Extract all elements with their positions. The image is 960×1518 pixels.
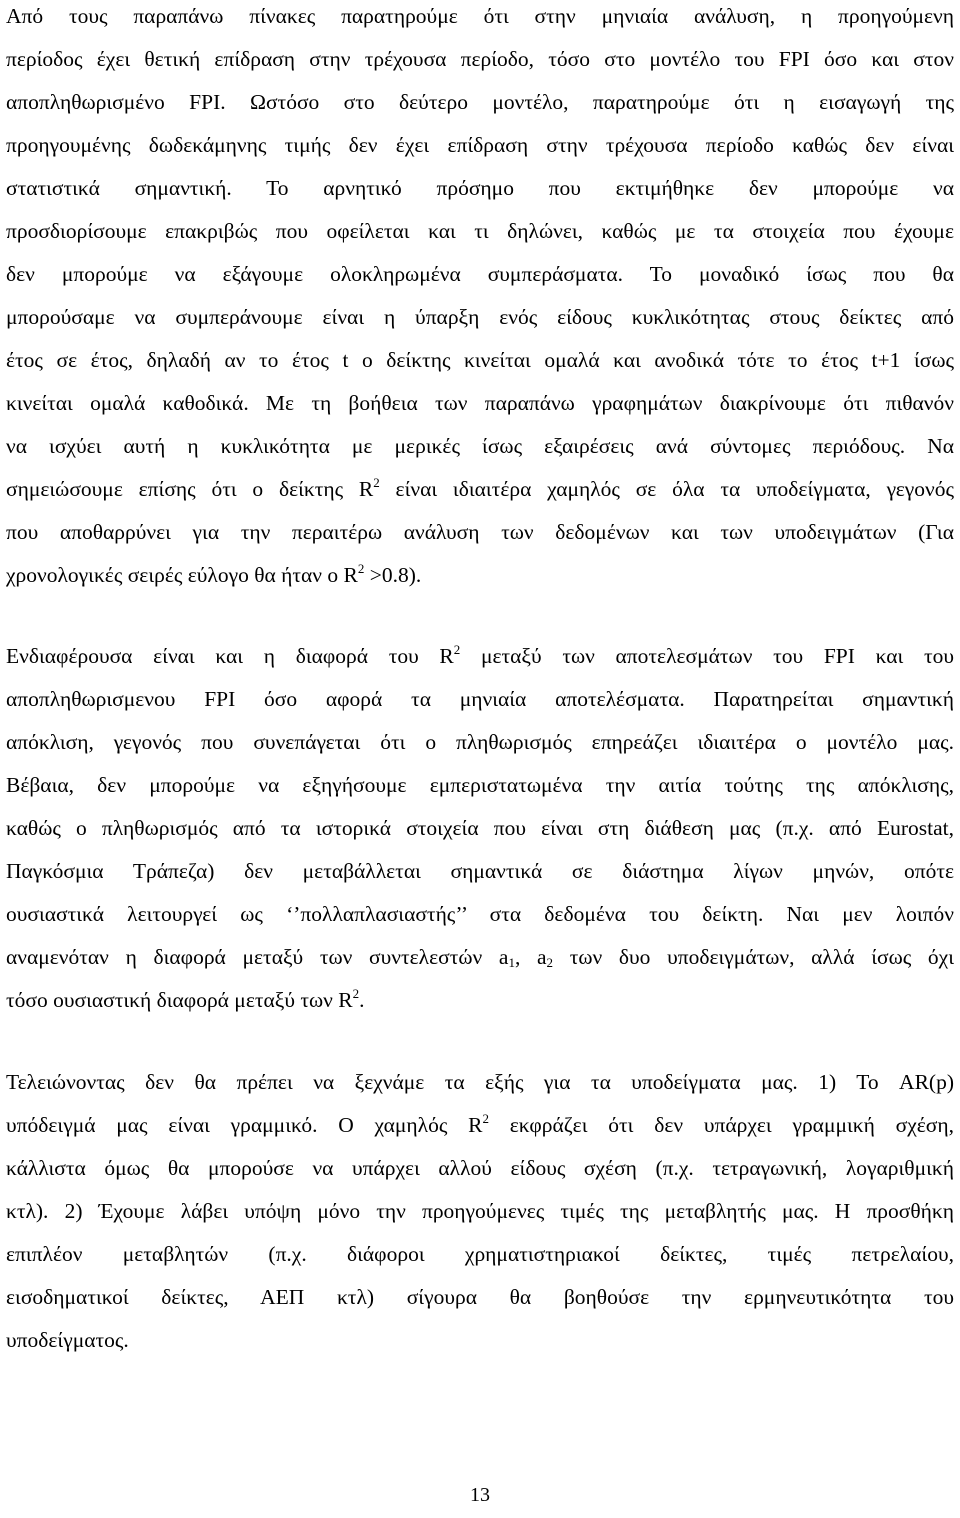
subscript: 1 [508,955,515,970]
text-segment: εκφράζει ότι δεν υπάρχει γραμμική σχέση, [488,1113,954,1137]
text-line: υποδείγματος. [6,1328,129,1352]
text-line [6,640,954,683]
text-segment: . [359,988,365,1012]
text-line: απόκλιση, γεγονός που συνεπάγεται ότι ο πληθωρισμός επηρεάζει ιδιαιτέρα ο μοντέλο μας. [6,730,954,754]
text-line: κάλλιστα όμως θα μπορούσε να υπάρχει αλλού είδους σχέση (π.χ. τετραγωνική, λογαριθμική [6,1156,954,1180]
subscript: 2 [546,955,554,970]
superscript: 2 [357,561,365,576]
text-line [6,473,954,516]
text-line: επιπλέον μεταβλητών (π.χ. διάφοροι χρηματιστηριακοί δείκτες, τιμές πετρελαίου, [6,1242,954,1266]
text-line: δεν μπορούμε να εξάγουμε ολοκληρωμένα συμπεράσματα. Το μοναδικό ίσως που θα [6,262,954,286]
text-line: περίοδος έχει θετική επίδραση στην τρέχουσα περίοδο, τόσο στο μοντέλο του FPI όσο και στον [6,47,954,71]
superscript: 2 [482,1111,489,1126]
text-line [6,559,954,602]
text-line: μπορούσαμε να συμπεράνουμε είναι η ύπαρξη ενός είδους κυκλικότητας στους δείκτες από [6,305,954,329]
text-line: Βέβαια, δεν μπορούμε να εξηγήσουμε εμπεριστατωμένα την αιτία τούτης της απόκλισης, [6,773,954,797]
text-segment: τόσο ουσιαστική διαφορά μεταξύ των R [6,988,353,1012]
text-line: Τελειώνοντας δεν θα πρέπει να ξεχνάμε τα εξής για τα υποδείγματα μας. 1) Το AR(p) [6,1070,954,1094]
paragraph-2 [6,640,954,1027]
text-line: εισοδηματικοί δείκτες, ΑΕΠ κτλ) σίγουρα θα βοηθούσε την ερμηνευτικότητα του [6,1285,954,1309]
text-line: Από τους παραπάνω πίνακες παρατηρούμε ότι στην μηνιαία ανάλυση, η προηγούμενη [6,4,954,28]
text-line: στατιστικά σημαντική. Το αρνητικό πρόσημο που εκτιμήθηκε δεν μπορούμε να [6,176,954,200]
text-segment: σημειώσουμε επίσης ότι ο δείκτης R [6,477,374,501]
page-number: 13 [470,1484,490,1506]
text-line: προσδιορίσουμε επακριβώς που οφείλεται και τι δηλώνει, καθώς με τα στοιχεία που έχουμε [6,219,954,243]
text-segment: μεταξύ των αποτελεσμάτων του FPI και του [460,644,954,668]
text-line: ουσιαστικά λειτουργεί ως ‘’πολλαπλασιαστής’’ στα δεδομένα του δείκτη. Ναι μεν λοιπόν [6,902,954,926]
text-line: που αποθαρρύνει για την περαιτέρω ανάλυση των δεδομένων και των υποδειγμάτων (Για [6,520,954,544]
text-line: έτος σε έτος, δηλαδή αν το έτος t ο δείκτης κινείται ομαλά και ανοδικά τότε το έτος t+1 ίσως [6,348,954,372]
text-line: καθώς ο πληθωρισμός από τα ιστορικά στοιχεία που είναι στη διάθεση μας (π.χ. από Eurostat, [6,816,954,840]
superscript: 2 [373,475,380,490]
text-segment: χρονολογικές σειρές εύλογο θα ήταν ο R [6,563,358,587]
text-line: να ισχύει αυτή η κυκλικότητα με μερικές ίσως εξαιρέσεις ανά σύντομες περιόδους. Να [6,434,954,458]
superscript: 2 [352,986,360,1001]
superscript: 2 [453,642,461,657]
text-line [6,984,954,1027]
text-segment: των δυο υποδειγμάτων, αλλά ίσως όχι [553,945,954,969]
text-line: αποπληθωρισμενου FPI όσο αφορά τα μηνιαία αποτελέσματα. Παρατηρείται σημαντική [6,687,954,711]
text-line: κινείται ομαλά καθοδικά. Με τη βοήθεια των παραπάνω γραφημάτων διακρίνουμε ότι πιθανόν [6,391,954,415]
paragraph-3 [6,1066,954,1367]
text-segment: , a [514,945,547,969]
text-segment: Ενδιαφέρουσα είναι και η διαφορά του R [6,644,454,668]
text-line: κτλ). 2) Έχουμε λάβει υπόψη μόνο την προηγούμενες τιμές της μεταβλητής μας. Η προσθήκη [6,1199,954,1223]
text-line: Παγκόσμια Τράπεζα) δεν μεταβάλλεται σημαντικά σε διάστημα λίγων μηνών, οπότε [6,859,954,883]
text-line: αποπληθωρισμένο FPI. Ωστόσο στο δεύτερο μοντέλο, παρατηρούμε ότι η εισαγωγή της [6,90,954,114]
text-line: προηγουμένης δωδεκάμηνης τιμής δεν έχει επίδραση στην τρέχουσα περίοδο καθώς δεν είναι [6,133,954,157]
text-segment: >0.8). [364,563,422,587]
paragraph-1 [6,0,954,602]
text-segment: αναμενόταν η διαφορά μεταξύ των συντελεστών a [6,945,509,969]
text-segment: υπόδειγμά μας είναι γραμμικό. Ο χαμηλός R [6,1113,483,1137]
text-line [6,1109,954,1152]
text-line [6,941,954,984]
text-segment: είναι ιδιαιτέρα χαμηλός σε όλα τα υποδείγματα, γεγονός [379,477,954,501]
